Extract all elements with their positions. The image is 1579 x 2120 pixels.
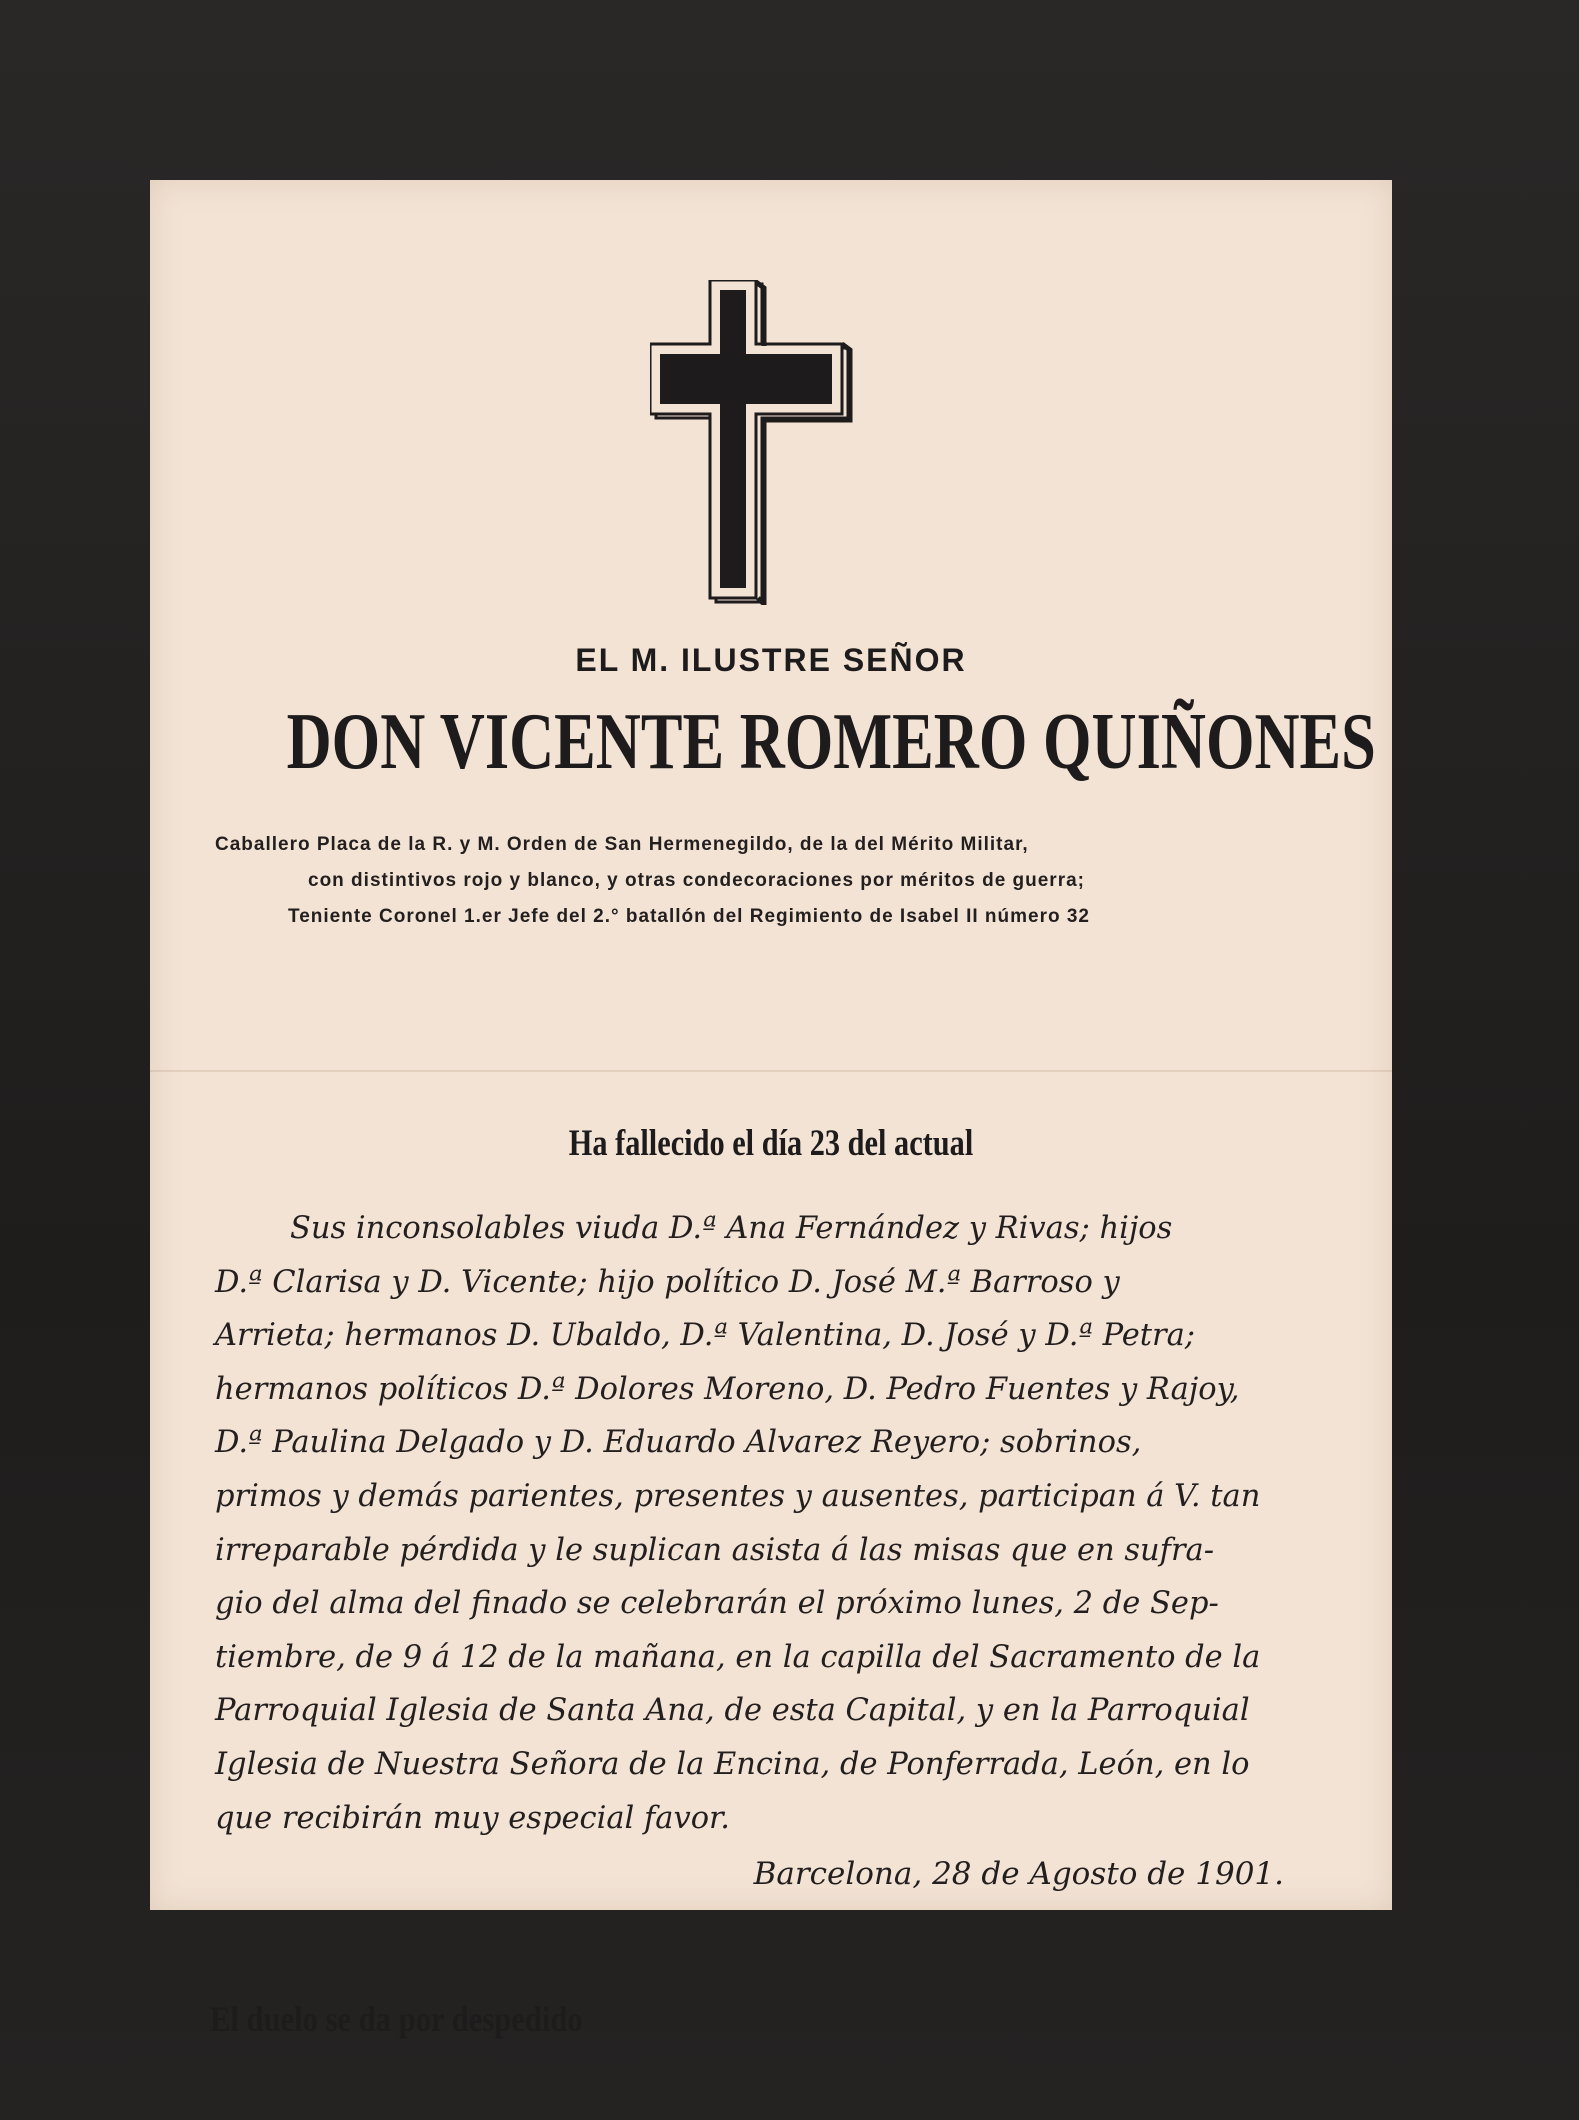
cross-icon — [650, 280, 860, 605]
honors-line: Teniente Coronel 1.er Jefe del 2.° batallón del Regimiento de Isabel II número 32 — [288, 906, 1090, 927]
body-line: tiembre, de 9 á 12 de la mañana, en la capilla del Sacramento de la — [215, 1639, 1261, 1675]
funeral-notice-card — [150, 180, 1392, 2039]
honors-block — [215, 827, 1350, 935]
title-honorific: EL M. ILUSTRE SEÑOR — [575, 642, 967, 678]
notice-body — [215, 1202, 1350, 1845]
body-line: que recibirán muy especial favor. — [215, 1800, 730, 1836]
closing-line: El duelo se da por despedido — [210, 1999, 583, 2039]
body-line: gio del alma del finado se celebrarán el próximo lunes, 2 de Sep- — [215, 1586, 1219, 1622]
place-date: Barcelona, 28 de Agosto de 1901. — [753, 1856, 1284, 1892]
body-line: Arrieta; hermanos D. Ubaldo, D.ª Valentina, D. José y D.ª Petra; — [215, 1318, 1196, 1354]
body-line: Sus inconsolables viuda D.ª Ana Fernández y Rivas; hijos — [290, 1211, 1173, 1246]
body-line: Parroquial Iglesia de Santa Ana, de esta Capital, y en la Parroquial — [215, 1693, 1250, 1729]
body-line: irreparable pérdida y le suplican asista á las misas que en sufra- — [215, 1532, 1215, 1568]
paper-fold-line — [150, 1070, 1392, 1072]
body-line: D.ª Clarisa y D. Vicente; hijo político D. José M.ª Barroso y — [215, 1264, 1120, 1300]
deceased-name: DON VICENTE ROMERO QUIÑONES — [286, 698, 1376, 786]
body-line: D.ª Paulina Delgado y D. Eduardo Alvarez Reyero; sobrinos, — [215, 1425, 1142, 1461]
deceased-date-line: Ha fallecido el día 23 del actual — [568, 1123, 974, 1164]
body-line: Iglesia de Nuestra Señora de la Encina, de Ponferrada, León, en lo — [215, 1746, 1250, 1782]
body-line: primos y demás parientes, presentes y ausentes, participan á V. tan — [215, 1478, 1261, 1514]
honors-line: con distintivos rojo y blanco, y otras condecoraciones por méritos de guerra; — [308, 870, 1085, 891]
body-line: hermanos políticos D.ª Dolores Moreno, D. Pedro Fuentes y Rajoy, — [215, 1371, 1240, 1407]
honors-line: Caballero Placa de la R. y M. Orden de San Hermenegildo, de la del Mérito Militar, — [215, 834, 1029, 855]
